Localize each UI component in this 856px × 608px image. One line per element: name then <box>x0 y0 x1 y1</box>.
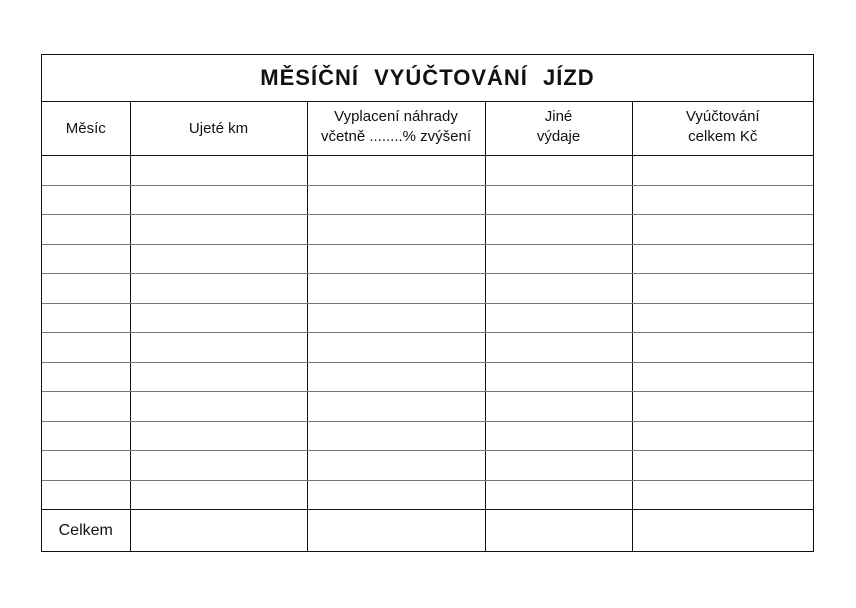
cell-month[interactable] <box>42 303 130 333</box>
cell-total-czk[interactable] <box>632 215 813 245</box>
cell-km[interactable] <box>130 480 307 510</box>
column-header-reimbursement-line2: včetně ........% zvýšení <box>320 127 472 145</box>
cell-reimbursement[interactable] <box>307 156 485 186</box>
cell-total-czk[interactable] <box>632 244 813 274</box>
cell-month[interactable] <box>42 421 130 451</box>
cell-km[interactable] <box>130 451 307 481</box>
cell-month[interactable] <box>42 185 130 215</box>
cell-month[interactable] <box>42 333 130 363</box>
cell-other-expenses[interactable] <box>485 392 632 422</box>
settlement-table <box>42 102 813 552</box>
cell-other-expenses[interactable] <box>485 303 632 333</box>
cell-km[interactable] <box>130 274 307 304</box>
cell-other-expenses[interactable] <box>485 421 632 451</box>
cell-total-czk[interactable] <box>632 274 813 304</box>
cell-reimbursement[interactable] <box>307 303 485 333</box>
cell-total-czk[interactable] <box>632 421 813 451</box>
table-row <box>42 303 813 333</box>
cell-total-czk[interactable] <box>632 451 813 481</box>
cell-km[interactable] <box>130 421 307 451</box>
table-row <box>42 421 813 451</box>
cell-km[interactable] <box>130 244 307 274</box>
cell-reimbursement[interactable] <box>307 480 485 510</box>
cell-km[interactable] <box>130 215 307 245</box>
cell-reimbursement[interactable] <box>307 333 485 363</box>
table-row <box>42 480 813 510</box>
column-header-month: Měsíc <box>42 102 130 156</box>
table-row <box>42 362 813 392</box>
cell-km[interactable] <box>130 333 307 363</box>
cell-km[interactable] <box>130 392 307 422</box>
cell-reimbursement[interactable] <box>307 215 485 245</box>
table-body <box>42 156 813 510</box>
cell-total-czk[interactable] <box>632 156 813 186</box>
total-cell-total-czk[interactable] <box>632 510 813 553</box>
cell-total-czk[interactable] <box>632 362 813 392</box>
table-row <box>42 333 813 363</box>
cell-month[interactable] <box>42 244 130 274</box>
cell-km[interactable] <box>130 303 307 333</box>
cell-other-expenses[interactable] <box>485 480 632 510</box>
table-row <box>42 451 813 481</box>
column-header-km: Ujeté km <box>130 102 307 156</box>
cell-km[interactable] <box>130 185 307 215</box>
cell-reimbursement[interactable] <box>307 362 485 392</box>
cell-reimbursement[interactable] <box>307 392 485 422</box>
cell-month[interactable] <box>42 451 130 481</box>
cell-reimbursement[interactable] <box>307 185 485 215</box>
cell-total-czk[interactable] <box>632 480 813 510</box>
cell-total-czk[interactable] <box>632 303 813 333</box>
column-header-reimbursement <box>307 102 485 156</box>
total-label: Celkem <box>58 522 113 539</box>
column-header-other-line1: Jiné <box>544 107 573 125</box>
cell-month[interactable] <box>42 274 130 304</box>
form-title: MĚSÍČNÍ VYÚČTOVÁNÍ JÍZD <box>42 55 813 102</box>
total-cell-reimbursement[interactable] <box>307 510 485 553</box>
cell-month[interactable] <box>42 392 130 422</box>
cell-km[interactable] <box>130 156 307 186</box>
cell-total-czk[interactable] <box>632 333 813 363</box>
table-row <box>42 392 813 422</box>
total-cell-other-expenses[interactable] <box>485 510 632 553</box>
table-row <box>42 244 813 274</box>
column-header-other-expenses <box>485 102 632 156</box>
table-row <box>42 185 813 215</box>
table-row <box>42 274 813 304</box>
cell-other-expenses[interactable] <box>485 156 632 186</box>
cell-reimbursement[interactable] <box>307 274 485 304</box>
cell-other-expenses[interactable] <box>485 451 632 481</box>
total-row <box>42 510 813 553</box>
cell-other-expenses[interactable] <box>485 244 632 274</box>
cell-km[interactable] <box>130 362 307 392</box>
cell-other-expenses[interactable] <box>485 215 632 245</box>
cell-other-expenses[interactable] <box>485 185 632 215</box>
monthly-trip-settlement-form <box>41 54 814 552</box>
cell-other-expenses[interactable] <box>485 333 632 363</box>
table-row <box>42 156 813 186</box>
column-header-total-line1: Vyúčtování <box>685 107 760 125</box>
table-row <box>42 215 813 245</box>
cell-month[interactable] <box>42 215 130 245</box>
column-header-other-line2: výdaje <box>536 127 581 145</box>
column-header-reimbursement-line1: Vyplacení náhrady <box>334 107 458 125</box>
cell-reimbursement[interactable] <box>307 421 485 451</box>
column-header-total-czk <box>632 102 813 156</box>
cell-month[interactable] <box>42 362 130 392</box>
cell-reimbursement[interactable] <box>307 244 485 274</box>
column-header-total-line2: celkem Kč <box>688 127 758 145</box>
cell-total-czk[interactable] <box>632 185 813 215</box>
cell-other-expenses[interactable] <box>485 362 632 392</box>
cell-month[interactable] <box>42 480 130 510</box>
cell-total-czk[interactable] <box>632 392 813 422</box>
total-cell-km[interactable] <box>130 510 307 553</box>
cell-month[interactable] <box>42 156 130 186</box>
cell-reimbursement[interactable] <box>307 451 485 481</box>
cell-other-expenses[interactable] <box>485 274 632 304</box>
header-row <box>42 102 813 156</box>
